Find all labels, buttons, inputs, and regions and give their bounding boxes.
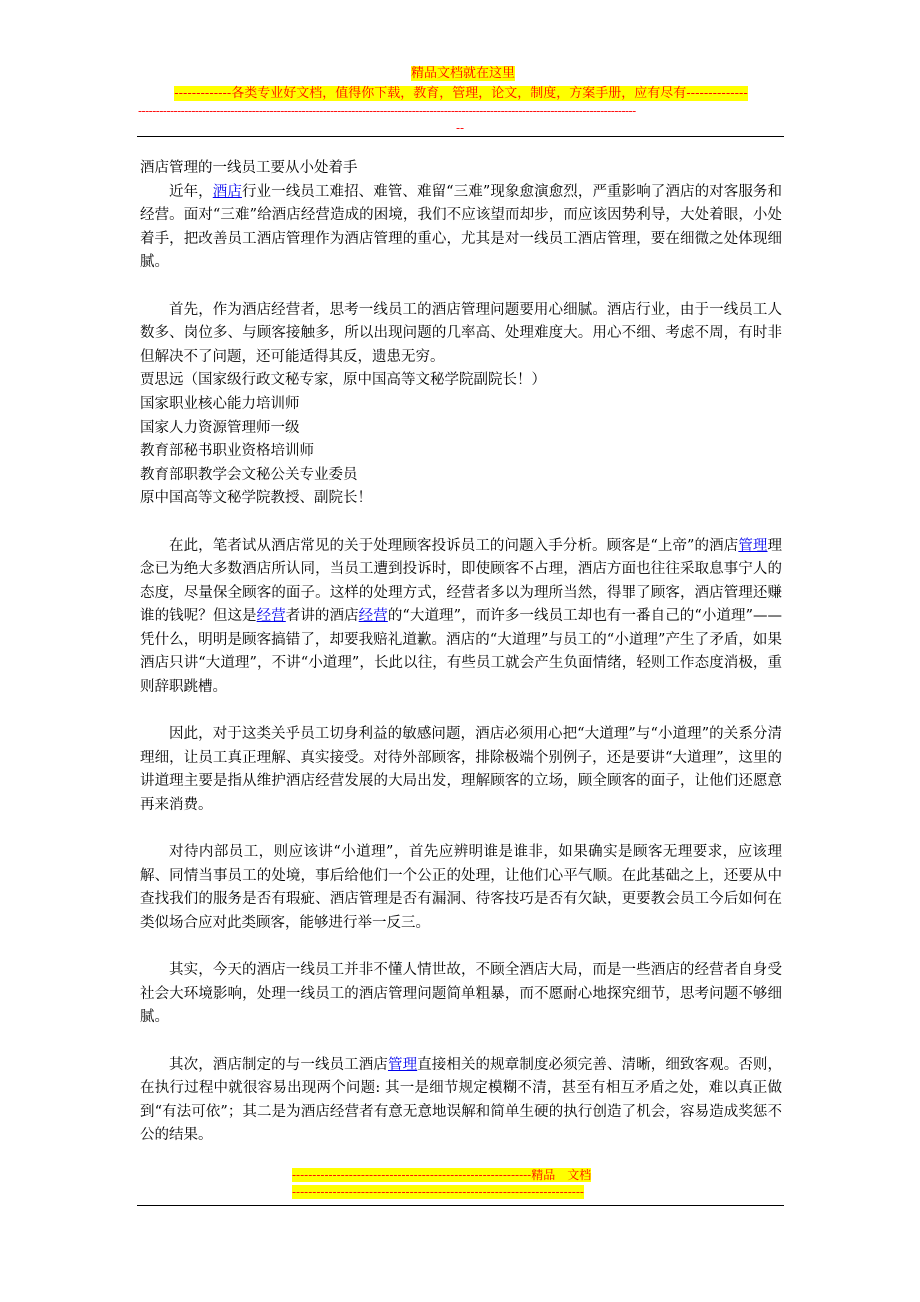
bio-line: 教育部职教学会文秘公关专业委员: [140, 466, 358, 483]
text-run: 行业一线员工难招、难管、难留“三难”现象愈演愈烈，严重影响了酒店的对客服务和经营。面对“三难”给酒店经营造成的困境，我们不应该望而却步，而应该因势利导，大处着眼，小处着手，把改善员工酒店管理作为酒店管理的重心，尤其是对一线员工酒店管理，要在细微之处体现细腻。: [140, 183, 783, 271]
link-hotel[interactable]: 酒店: [212, 183, 242, 200]
article-title: 酒店管理的一线员工要从小处着手: [140, 160, 358, 176]
text-run: 的“大道理”，而许多一线员工却也有一番自己的“小道理”——凭什么，明明是顾客搞错了，却要我赔礼道歉。酒店的“大道理”与员工的“小道理”产生了矛盾，如果酒店只讲“大道理”，不讲“小道理”，长此以往，有些员工就会产生负面情绪，轻则工作态度消极，重则辞职跳槽。: [140, 608, 782, 696]
bio-line: 国家人力资源管理师一级: [140, 419, 300, 436]
text-run: 在此，笔者试从酒店常见的关于处理顾客投诉员工的问题入手分析。顾客是“上帝”的酒店: [169, 537, 739, 554]
paragraph-2: 首先，作为酒店经营者，思考一线员工的酒店管理问题要用心细腻。酒店行业，由于一线员工人数多、岗位多、与顾客接触多，所以出现问题的几率高、处理难度大。用心不细、考虑不周，有时非但解决不了问题，还可能适得其反，遗患无穷。: [140, 301, 782, 365]
page-header: [138, 64, 784, 104]
footer-rule: [137, 1205, 784, 1206]
header-rule: [137, 136, 784, 137]
page-footer: [292, 1167, 628, 1201]
article-body: [140, 157, 782, 1148]
header-dash-line: --------------------------------------------------------------------------------------------------------------------------------------------: [138, 104, 636, 118]
text-run: 直接相关的规章制度必须完善、清晰，细致客观。否则，在执行过程中就很容易出现两个问题: 其一是细节规定模糊不清，甚至有相互矛盾之处，难以真正做到“有法可依”；其二是为酒店经营者有意无意地误解和简单生硬的执行创造了机会，容易造成奖惩不公的结果。: [140, 1056, 783, 1144]
bio-line: 国家职业核心能力培训师: [140, 395, 300, 412]
text-run: 近年，: [169, 183, 213, 200]
header-slogan: -------------各类专业好文档，值得你下载，教育，管理，论文，制度，方案手册，应有尽有--------------: [174, 86, 748, 101]
paragraph-gap: [140, 818, 782, 842]
paragraph-7: [140, 1054, 782, 1148]
link-operation-2[interactable]: 经营: [358, 608, 388, 625]
header-dash-tail: --: [456, 121, 465, 135]
paragraph-gap: [140, 511, 782, 535]
text-run: 者讲的酒店: [285, 608, 359, 625]
header-title: 精品文档就在这里: [410, 66, 515, 81]
link-management-2[interactable]: 管理: [387, 1056, 418, 1073]
paragraph-6: 其实，今天的酒店一线员工并非不懂人情世故，不顾全酒店大局，而是一些酒店的经营者自身受社会大环境影响，处理一线员工的酒店管理问题简单粗暴，而不愿耐心地探究细节，思考问题不够细腻。: [140, 962, 782, 1026]
footer-dash-line: ------------------------------------------------------------------------: [292, 1185, 584, 1199]
author-bio: [140, 369, 782, 511]
paragraph-1: [140, 181, 782, 275]
link-management[interactable]: 管理: [738, 537, 768, 554]
paragraph-gap: [140, 700, 782, 724]
paragraph-gap: [140, 275, 782, 299]
paragraph-4: 因此，对于这类关乎员工切身利益的敏感问题，酒店必须用心把“大道理”与“小道理”的关系分清理细，让员工真正理解、真实接受。对待外部顾客，排除极端个别例子，还是要讲“大道理”，这里的讲道理主要是指从维护酒店经营发展的大局出发，理解顾客的立场，顾全顾客的面子，让他们还愿意再来消费。: [140, 726, 782, 814]
text-run: 其次，酒店制定的与一线员工酒店: [169, 1056, 388, 1073]
footer-label: -----------------------------------------------------------精品 文档: [292, 1168, 592, 1182]
paragraph-5: 对待内部员工，则应该讲“小道理”，首先应辨明谁是谁非，如果确实是顾客无理要求，应该理解、同情当事员工的处境，事后给他们一个公正的处理，让他们心平气顺。在此基础之上，还要从中查找我们的服务是否有瑕疵、酒店管理是否有漏洞、待客技巧是否有欠缺，更要教会员工今后如何在类似场合应对此类顾客，能够进行举一反三。: [140, 844, 782, 931]
bio-line: 贾思远（国家级行政文秘专家，原中国高等文秘学院副院长！）: [140, 372, 546, 389]
text-run: 理念已为绝大多数酒店所认同，当员工遭到投诉时，即使顾客不占理，酒店方面也往往采取息事宁人的态度，尽量保全顾客的面子。这样的处理方式，经营者多以为理所当然，得罪了顾客，酒店管理还赚谁的钱呢？但这是: [140, 537, 783, 625]
bio-line: 原中国高等文秘学院教授、副院长！: [140, 490, 372, 507]
paragraph-gap: [140, 936, 782, 960]
paragraph-gap: [140, 1030, 782, 1054]
bio-line: 教育部秘书职业资格培训师: [140, 443, 314, 460]
paragraph-3: [140, 535, 782, 700]
link-operation[interactable]: 经营: [256, 608, 286, 625]
